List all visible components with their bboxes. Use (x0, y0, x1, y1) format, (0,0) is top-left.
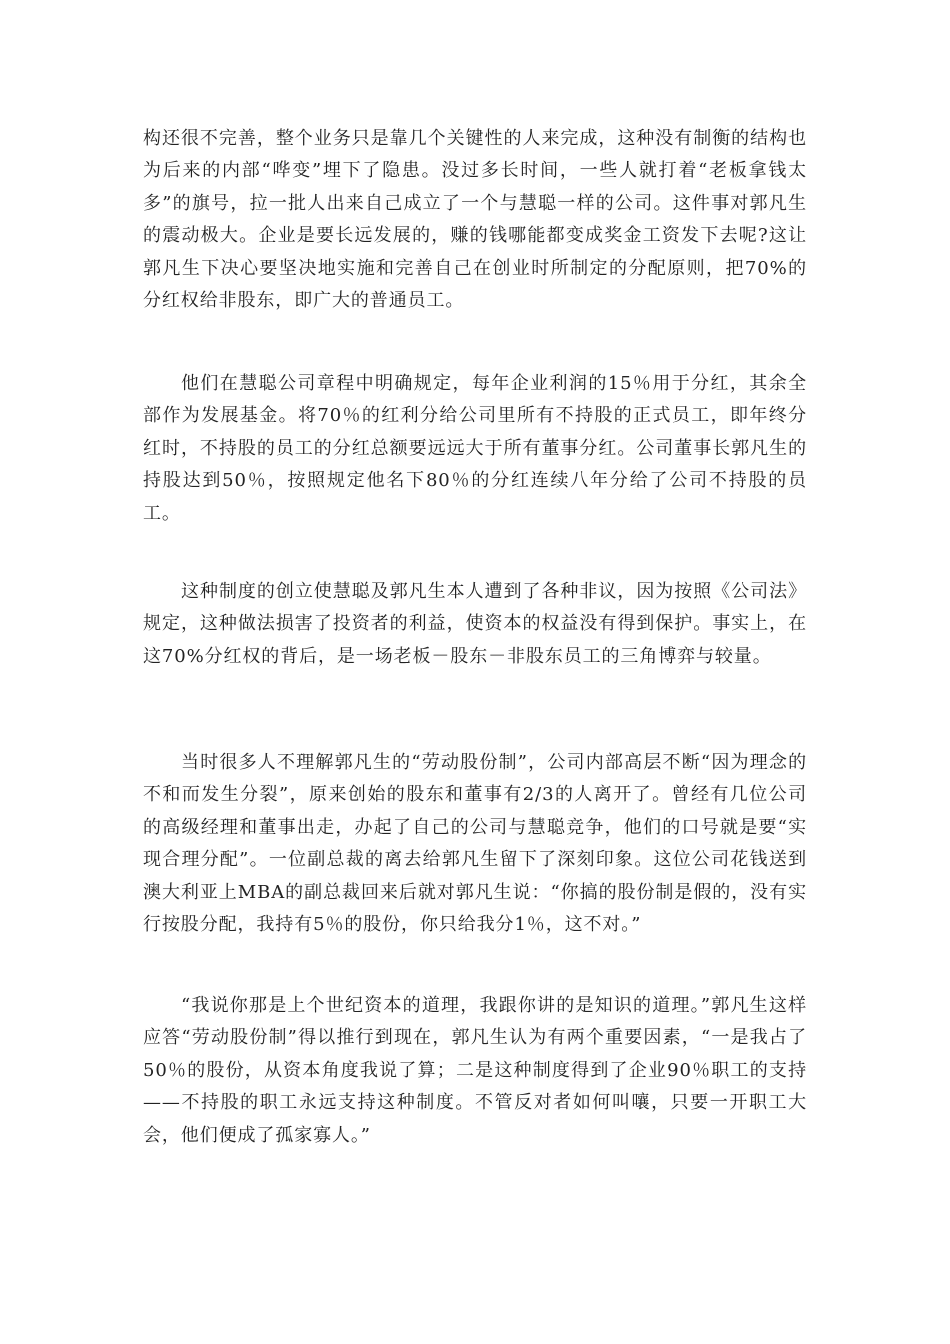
body-paragraph: 构还很不完善，整个业务只是靠几个关键性的人来完成，这种没有制衡的结构也为后来的内部“哗变”埋下了隐患。没过多长时间，一些人就打着“老板拿钱太多”的旗号，拉一批人出来自己成立了一个与慧聪一样的公司。这件事对郭凡生的震动极大。企业是要长远发展的，赚的钱哪能都变成奖金工资发下去呢?这让郭凡生下决心要坚决地实施和完善自己在创业时所制定的分配原则，把70%的分红权给非股东，即广大的普通员工。 (143, 128, 807, 312)
body-paragraph: 当时很多人不理解郭凡生的“劳动股份制”，公司内部高层不断“因为理念的不和而发生分裂”，原来创始的股东和董事有2/3的人离开了。曾经有几位公司的高级经理和董事出走，办起了自己的公司与慧聪竞争，他们的口号就是要“实现合理分配”。一位副总裁的离去给郭凡生留下了深刻印象。这位公司花钱送到澳大利亚上MBA的副总裁回来后就对郭凡生说：“你搞的股份制是假的，没有实行按股分配，我持有5％的股份，你只给我分1％，这不对。” (143, 752, 807, 936)
body-paragraph: 这种制度的创立使慧聪及郭凡生本人遭到了各种非议，因为按照《公司法》规定，这种做法损害了投资者的利益，使资本的权益没有得到保护。事实上，在这70%分红权的背后，是一场老板－股东－非股东员工的三角博弈与较量。 (143, 581, 807, 667)
body-paragraph: “我说你那是上个世纪资本的道理，我跟你讲的是知识的道理。”郭凡生这样应答“劳动股份制”得以推行到现在，郭凡生认为有两个重要因素，“一是我占了50％的股份，从资本角度我说了算；二是这种制度得到了企业90％职工的支持——不持股的职工永远支持这种制度。不管反对者如何叫嚷，只要一开职工大会，他们便成了孤家寡人。” (143, 995, 807, 1146)
body-paragraph: 他们在慧聪公司章程中明确规定，每年企业利润的15％用于分红，其余全部作为发展基金。将70％的红利分给公司里所有不持股的正式员工，即年终分红时，不持股的员工的分红总额要远远大于所有董事分红。公司董事长郭凡生的持股达到50％，按照规定他名下80％的分红连续八年分给了公司不持股的员工。 (143, 373, 807, 524)
